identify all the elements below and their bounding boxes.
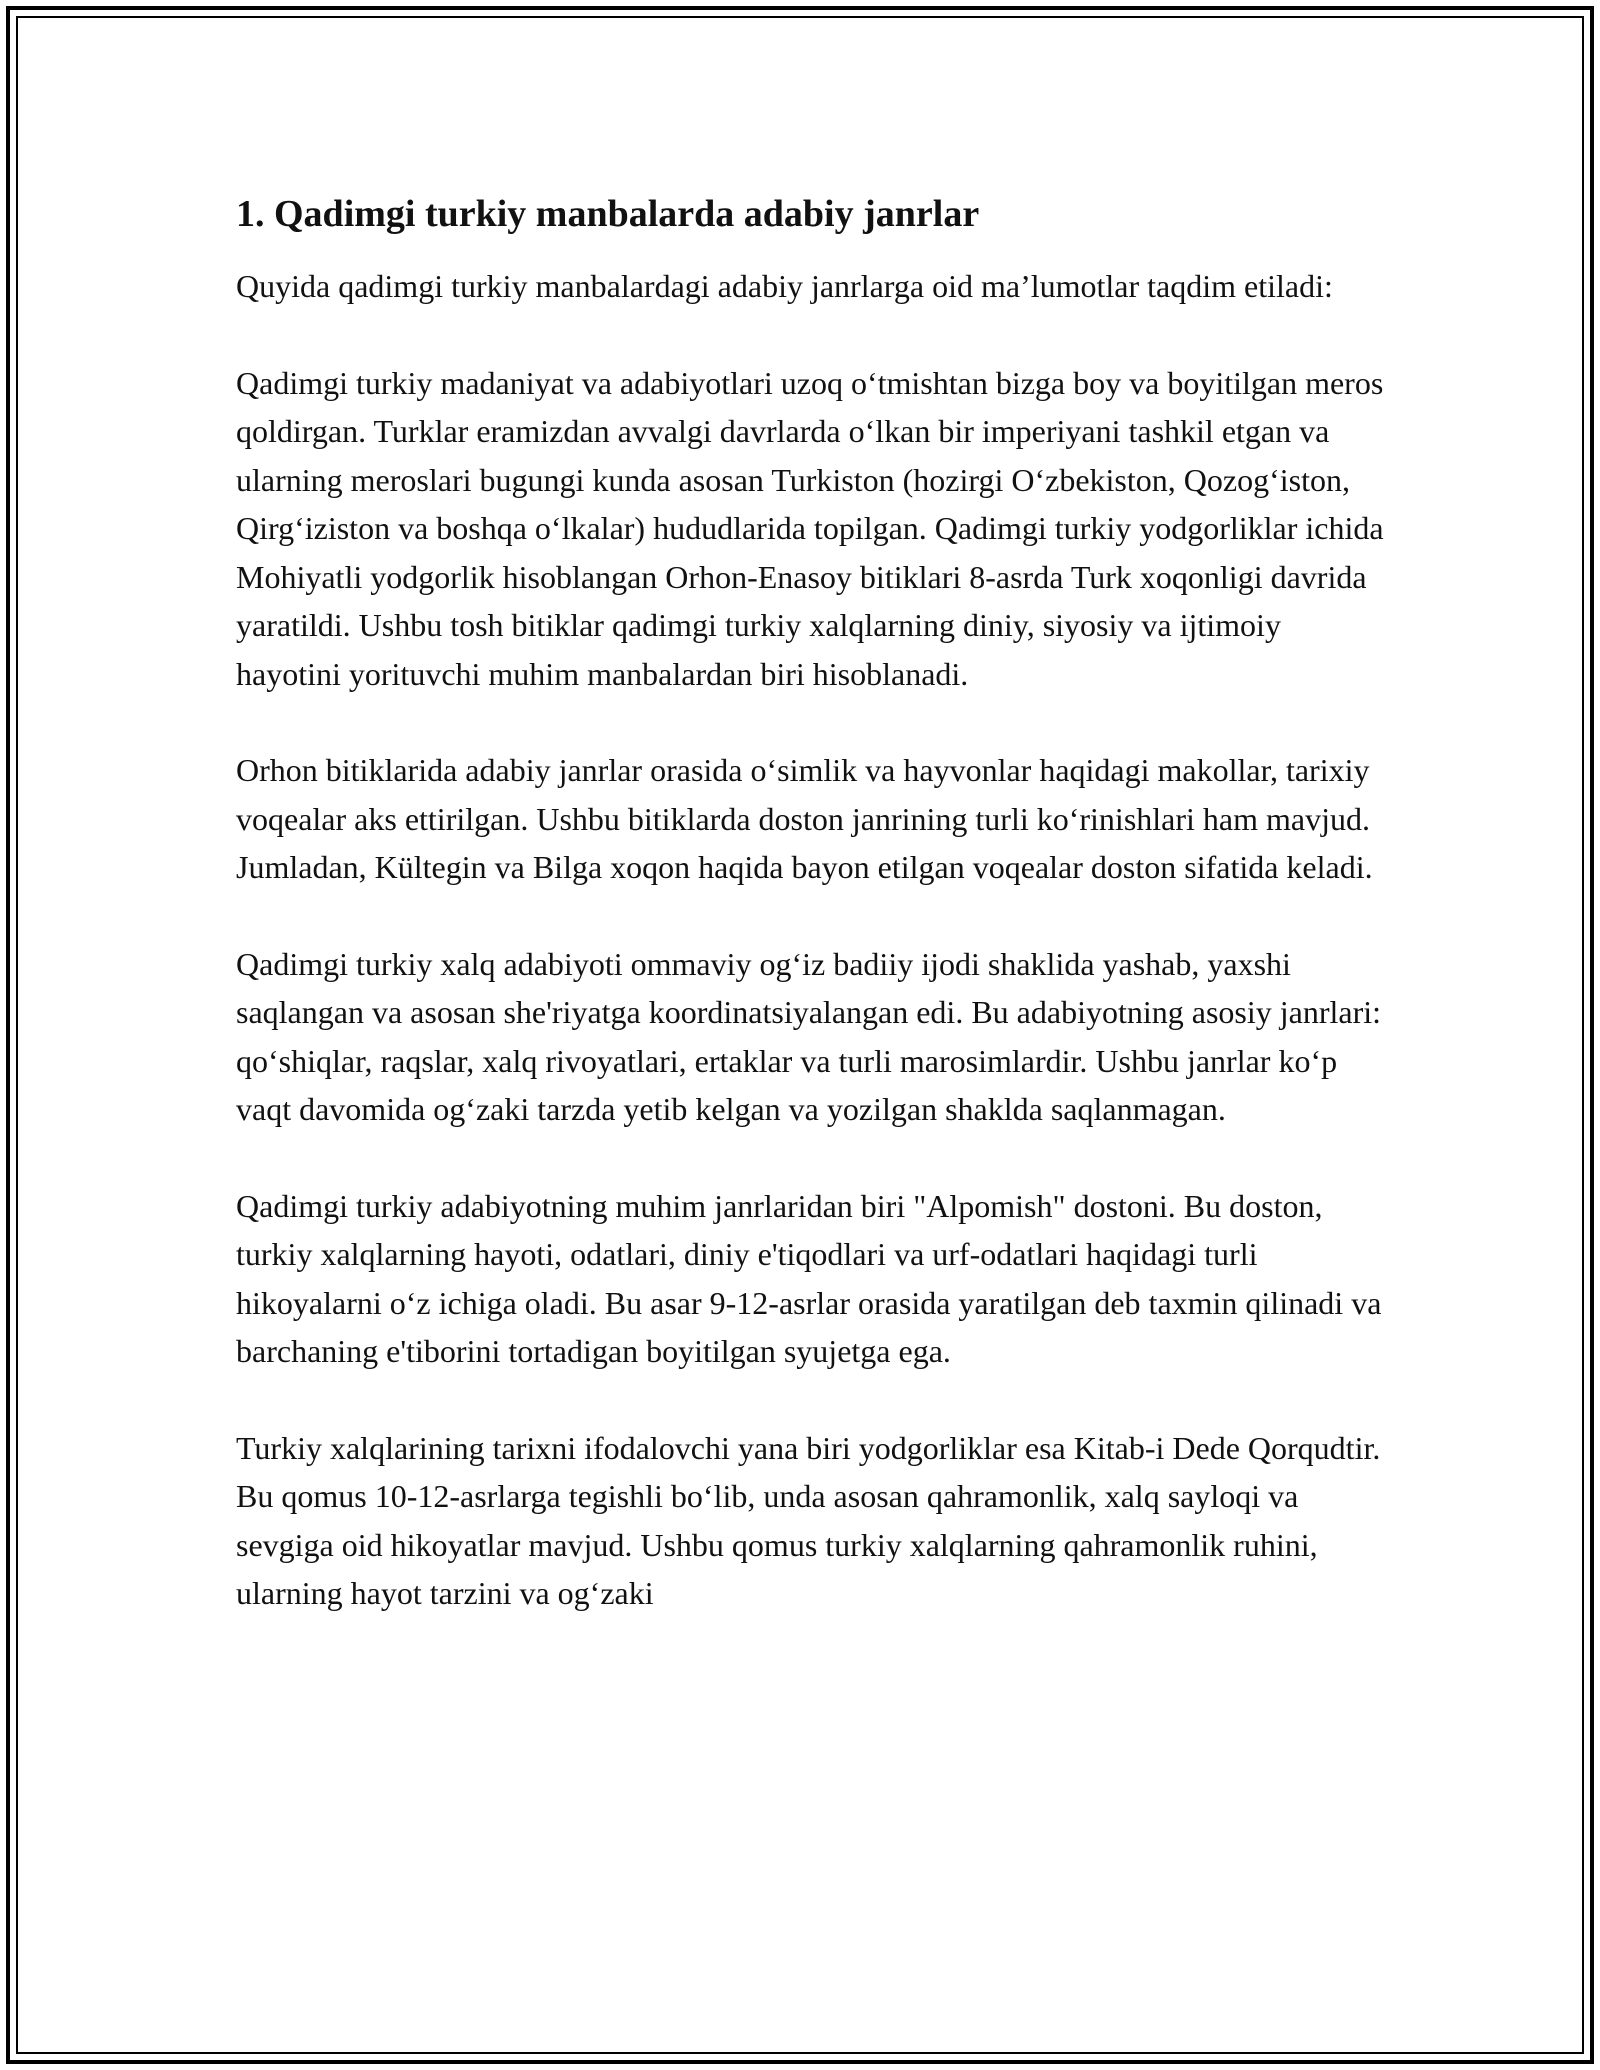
paragraph-5: Turkiy xalqlarining tarixni ifodalovchi yana biri yodgorliklar esa Kitab-i Dede Qorqudtir. Bu qomus 10-12-asrlarga tegishli bo‘lib, unda asosan qahramonlik, xalq sayloqi va sevgiga oid hikoyatlar mavjud. Ushbu qomus turkiy xalqlarning qahramonlik ruhini, ularning hayot tarzini va og‘zaki xyxy=(236,1429,1381,1611)
paragraph-1: Qadimgi turkiy madaniyat va adabiyotlari uzoq o‘tmishtan bizga boy va boyitilgan meros qoldirgan. Turklar eramizdan avvalgi davrlarda o‘lkan bir imperiyani tashkil etgan va ularning meroslari bugungi kunda asosan Turkiston (hozirgi O‘zbekiston, Qozog‘iston, Qirg‘iziston va boshqa o‘lkalar) hududlarida topilgan. Qadimgi turkiy yodgorliklar ichida Mohiyatli yodgorlik hisoblangan Orhon-Enasoy bitiklari 8-asrda Turk xoqonligi davrida yaratildi. Ushbu tosh bitiklar qadimgi turkiy xalqlarning diniy, siyosiy va ijtimoiy hayotini yorituvchi muhim manbalardan biri hisoblanadi. xyxy=(236,364,1384,692)
paragraph-2: Orhon bitiklarida adabiy janrlar orasida o‘simlik va hayvonlar haqidagi makollar, tarixiy voqealar aks ettirilgan. Ushbu bitiklarda doston janrining turli ko‘rinishlari ham mavjud. Jumladan, Kültegin va Bilga xoqon haqida bayon etilgan voqealar doston sifatida keladi. xyxy=(236,752,1373,885)
document-body xyxy=(236,188,1386,1666)
section-heading: 1. Qadimgi turkiy manbalarda adabiy janrlar xyxy=(236,193,980,235)
paragraph-4: Qadimgi turkiy adabiyotning muhim janrlaridan biri "Alpomish" dostoni. Bu doston, turkiy xalqlarning hayoti, odatlari, diniy e'tiqodlari va urf-odatlari haqidagi turli hikoyalarni o‘z ichiga oladi. Bu asar 9-12-asrlar orasida yaratilgan deb taxmin qilinadi va barchaning e'tiborini tortadigan boyitilgan syujetga ega. xyxy=(236,1187,1382,1369)
paragraph-3: Qadimgi turkiy xalq adabiyoti ommaviy og‘iz badiiy ijodi shaklida yashab, yaxshi saqlangan va asosan she'riyatga koordinatsiyalangan edi. Bu adabiyotning asosiy janrlari: qo‘shiqlar, raqslar, xalq rivoyatlari, ertaklar va turli marosimlardir. Ushbu janrlar ko‘p vaqt davomida og‘zaki tarzda yetib kelgan va yozilgan shaklda saqlanmagan. xyxy=(236,945,1382,1127)
intro-paragraph: Quyida qadimgi turkiy manbalardagi adabiy janrlarga oid ma’lumotlar taqdim etiladi: xyxy=(236,268,1333,304)
